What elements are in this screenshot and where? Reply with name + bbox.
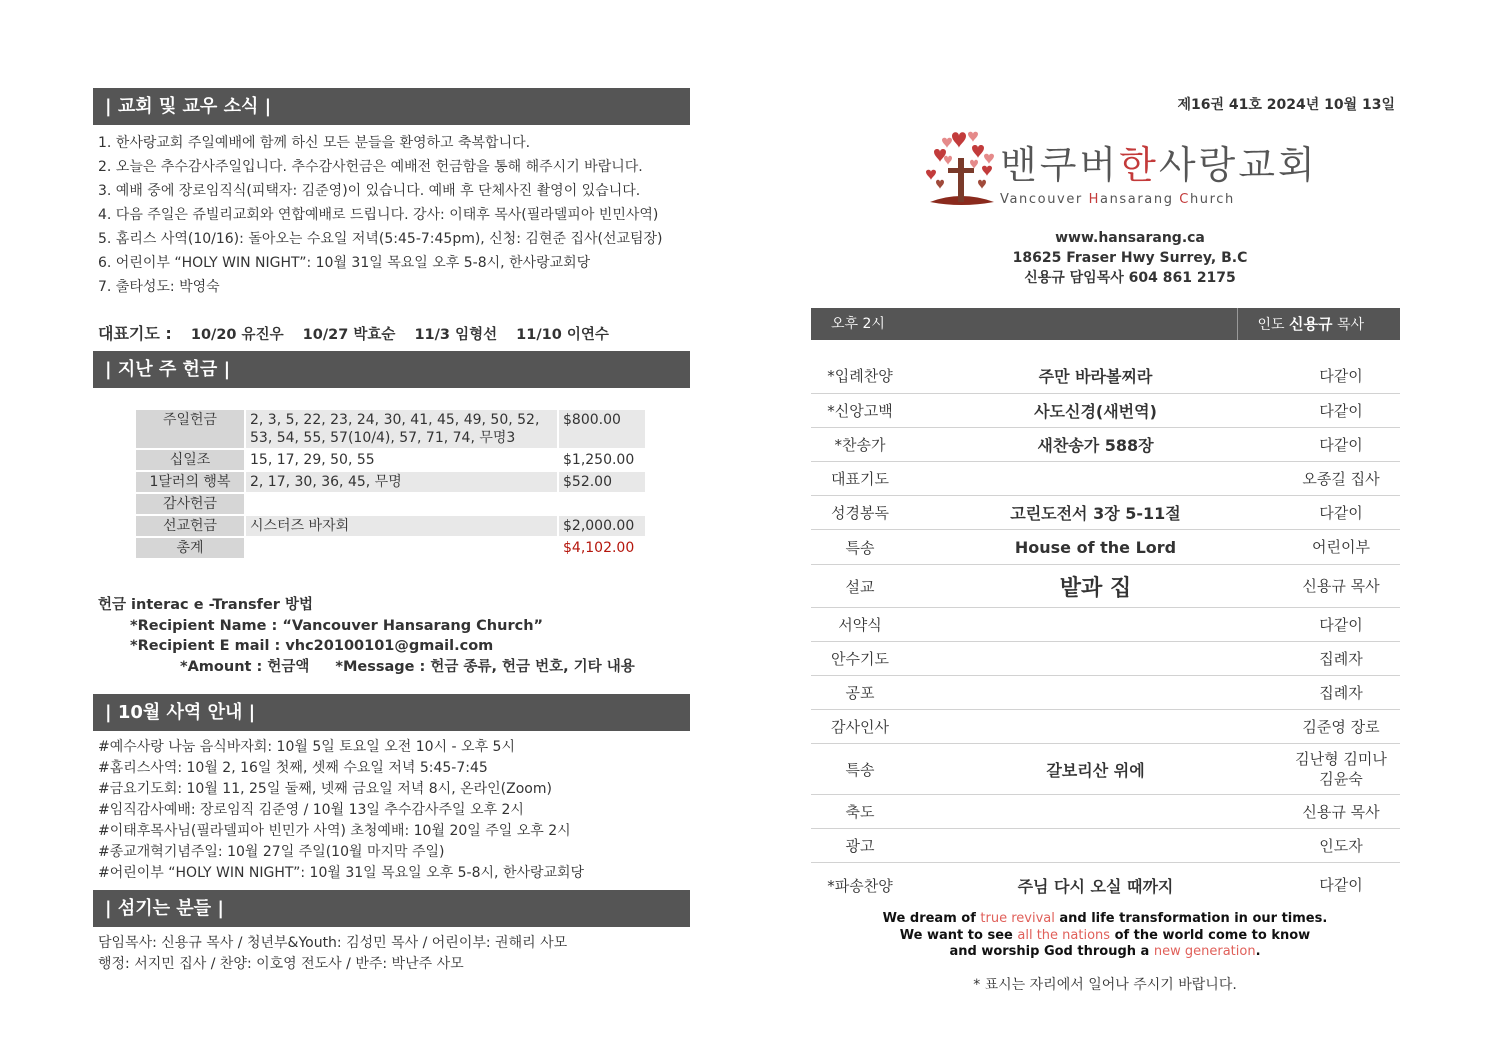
website-link[interactable]: www.hansarang.ca xyxy=(1055,230,1205,246)
order-by: 어린이부 xyxy=(1312,538,1370,556)
table-row xyxy=(136,516,645,536)
order-item: 공포 xyxy=(845,684,875,702)
order-by: 오종길 집사 xyxy=(1302,469,1380,488)
list-item: #이태후목사님(필라델피아 빈민가 사역) 초청예배: 10월 20일 주일 오후 2시 xyxy=(98,823,571,839)
logo-text-highlight: 한 xyxy=(1119,143,1159,187)
table-row xyxy=(136,410,645,448)
logo-text: 사랑교회 xyxy=(1158,143,1318,187)
table-row xyxy=(811,676,1400,710)
etransfer-details xyxy=(98,657,635,678)
prayer-item: 10/27 박효순 xyxy=(302,327,396,343)
table-row xyxy=(811,608,1400,642)
offering-name: 십일조 xyxy=(136,450,244,470)
prayer-item: 11/3 임형선 xyxy=(414,327,498,343)
list-item: #예수사랑 나눔 음식바자회: 10월 5일 토요일 오전 10시 - 오후 5시 xyxy=(98,739,515,755)
order-item: *찬송가 xyxy=(834,436,886,454)
worship-header-bar xyxy=(811,308,1400,340)
order-by: 집례자 xyxy=(1319,683,1363,702)
logo-text-highlight: H xyxy=(1088,192,1100,207)
motto-highlight: all the nations xyxy=(1017,927,1111,943)
table-row xyxy=(811,795,1400,829)
offering-numbers xyxy=(246,494,557,514)
section-header-servers: | 섬기는 분들 | xyxy=(93,890,690,927)
etransfer-info xyxy=(98,595,635,677)
offering-name: 총계 xyxy=(136,538,244,558)
etransfer-title: 헌금 interac e -Transfer 방법 xyxy=(98,597,314,613)
offering-numbers: 15, 17, 29, 50, 55 xyxy=(246,450,557,470)
table-row xyxy=(811,710,1400,744)
table-row xyxy=(811,428,1400,462)
list-item: #임직감사예배: 장로임직 김준영 / 10월 13일 추수감사주일 오후 2시 xyxy=(98,802,524,818)
motto-text: We dream of xyxy=(882,911,981,926)
section-header-news: | 교회 및 교우 소식 | xyxy=(93,88,690,125)
offering-numbers: 2, 17, 30, 36, 45, 무명 xyxy=(246,472,557,492)
offering-name: 선교헌금 xyxy=(136,516,244,536)
worship-time: 오후 2시 xyxy=(831,316,885,332)
news-list xyxy=(98,131,663,299)
order-item: 안수기도 xyxy=(831,650,889,668)
motto-text: and worship God through a xyxy=(949,944,1154,959)
list-item: 행정: 서지민 집사 / 찬양: 이호영 전도사 / 반주: 박난주 사모 xyxy=(98,956,464,972)
motto-text: We want to see xyxy=(899,927,1018,943)
table-row xyxy=(136,538,645,558)
etransfer-recipient-email: *Recipient E mail : vhc20100101@gmail.com xyxy=(130,638,494,654)
servers-list xyxy=(98,933,567,975)
etransfer-message: *Message : 헌금 종류, 헌금 번호, 기타 내용 xyxy=(335,658,635,675)
order-by: 다같이 xyxy=(1319,615,1363,634)
table-row xyxy=(136,494,645,514)
etransfer-recipient-name: *Recipient Name : “Vancouver Hansarang Church” xyxy=(130,617,544,634)
table-row xyxy=(811,462,1400,496)
order-item: 대표기도 xyxy=(831,470,889,488)
motto-text: of the world come to know xyxy=(1110,927,1311,943)
motto-text: and life transformation in our times. xyxy=(1054,911,1328,926)
section-header-october: | 10월 사역 안내 | xyxy=(93,694,690,731)
news-item: 2. 오늘은 추수감사주일입니다. 추수감사헌금은 예배전 헌금함을 통해 해주시기 바랍니다. xyxy=(98,159,643,175)
order-content: 새찬송가 588장 xyxy=(1037,436,1154,455)
leader-name: 신용규 xyxy=(1289,315,1333,333)
order-content: 주님 다시 오실 때까지 xyxy=(1017,876,1174,896)
offering-total-amount: $4,102.00 xyxy=(563,540,635,556)
prayer-item: 11/10 이연수 xyxy=(516,327,609,343)
logo-text-highlight: C xyxy=(1179,192,1190,207)
order-item: 특송 xyxy=(845,538,875,557)
offering-name: 감사헌금 xyxy=(136,494,244,514)
news-item: 4. 다음 주일은 쥬빌리교회와 연합예배로 드립니다. 강사: 이태후 목사(필라델피아 빈민사역) xyxy=(98,207,659,223)
representative-prayer xyxy=(98,321,623,344)
order-item: 감사인사 xyxy=(831,718,889,736)
worship-leader xyxy=(1257,308,1364,341)
table-row xyxy=(811,565,1400,608)
table-row xyxy=(811,829,1400,863)
order-by: 다같이 xyxy=(1319,876,1363,894)
motto-line xyxy=(870,928,1340,945)
table-row xyxy=(811,358,1400,394)
logo-text: hurch xyxy=(1189,192,1235,207)
offering-amount xyxy=(559,494,645,514)
order-content: House of the Lord xyxy=(1014,537,1177,557)
order-of-worship xyxy=(811,358,1400,907)
section-header-offering: | 지난 주 헌금 | xyxy=(93,351,690,388)
list-item: #어린이부 “HOLY WIN NIGHT”: 10월 31일 목요일 오후 5-8시, 한사랑교회당 xyxy=(98,865,585,881)
logo-english-name xyxy=(1000,192,1235,207)
order-item: *신앙고백 xyxy=(827,402,893,420)
motto-text: . xyxy=(1255,944,1261,959)
order-item: 광고 xyxy=(845,837,875,855)
offering-amount: $800.00 xyxy=(559,410,645,448)
logo-text: 밴쿠버 xyxy=(1000,143,1120,187)
prayer-label: 대표기도 : xyxy=(98,324,172,343)
list-item: #홈리스사역: 10월 2, 16일 첫째, 셋째 수요일 저녁 5:45-7:45 xyxy=(98,760,488,776)
etransfer-amount: *Amount : 헌금액 xyxy=(180,658,310,675)
order-by: 신용규 목사 xyxy=(1302,802,1380,821)
order-item: 축도 xyxy=(845,803,875,821)
address: 18625 Fraser Hwy Surrey, B.C xyxy=(1012,250,1248,266)
order-item: 성경봉독 xyxy=(831,504,889,522)
offering-name: 주일헌금 xyxy=(136,410,244,448)
leader-suffix: 목사 xyxy=(1336,317,1364,333)
motto-highlight: new generation xyxy=(1153,944,1256,959)
october-schedule xyxy=(98,737,584,884)
order-by: 김준영 장로 xyxy=(1302,717,1380,736)
order-by: 집례자 xyxy=(1319,649,1363,668)
order-by: 다같이 xyxy=(1319,366,1363,385)
list-item: 담임목사: 신용규 목사 / 청년부&Youth: 김성민 목사 / 어린이부: 권해리 사모 xyxy=(98,935,568,951)
news-item: 7. 출타성도: 박영숙 xyxy=(98,279,220,295)
order-content: 주만 바라볼찌라 xyxy=(1038,367,1153,386)
order-item: 서약식 xyxy=(838,616,882,634)
heart-tree-icon xyxy=(922,128,1000,210)
order-item: *입례찬양 xyxy=(827,367,893,385)
offering-numbers xyxy=(246,538,557,558)
order-content: 고린도전서 3장 5-11절 xyxy=(1010,504,1181,523)
order-by: 다같이 xyxy=(1319,435,1363,454)
table-row xyxy=(136,450,645,470)
news-item: 6. 어린이부 “HOLY WIN NIGHT”: 10월 31일 목요일 오후 5-8시, 한사랑교회당 xyxy=(98,255,591,271)
logo-text: ansarang xyxy=(1100,192,1180,207)
table-row xyxy=(811,394,1400,428)
table-row xyxy=(811,496,1400,530)
performer: 김난형 김미나 xyxy=(1295,750,1387,768)
order-item: 특송 xyxy=(845,760,875,779)
standing-note: * 표시는 자리에서 일어나 주시기 바랍니다. xyxy=(973,977,1237,993)
offering-amount: $2,000.00 xyxy=(559,516,645,536)
prayer-item: 10/20 유진우 xyxy=(190,327,284,343)
offering-amount: $1,250.00 xyxy=(563,452,635,468)
table-row xyxy=(811,530,1400,565)
church-logo xyxy=(922,128,1318,208)
motto-line xyxy=(870,944,1340,961)
table-row xyxy=(811,863,1400,907)
pastor-phone: 신용규 담임목사 604 861 2175 xyxy=(1024,270,1236,286)
motto-line xyxy=(870,911,1340,928)
order-by: 다같이 xyxy=(1319,401,1363,420)
offering-numbers: 2, 3, 5, 22, 23, 24, 30, 41, 45, 49, 50, 52, 53, 54, 55, 57(10/4), 57, 71, 74, 무명3 xyxy=(246,410,557,448)
motto-highlight: true revival xyxy=(980,911,1055,926)
table-row xyxy=(811,642,1400,676)
order-by: 인도자 xyxy=(1319,836,1363,855)
news-item: 5. 홈리스 사역(10/16): 돌아오는 수요일 저녁(5:45-7:45pm), 신청: 김현준 집사(선교팀장) xyxy=(98,231,663,247)
performer: 김윤숙 xyxy=(1319,770,1363,788)
order-item: *파송찬양 xyxy=(827,876,893,895)
logo-korean-name xyxy=(1000,134,1318,189)
order-content: 갈보리산 위에 xyxy=(1046,760,1145,780)
logo-text: Vancouver xyxy=(1000,192,1089,207)
offering-name: 1달러의 행복 xyxy=(136,472,244,492)
news-item: 1. 한사랑교회 주일예배에 함께 하신 모든 분들을 환영하고 축복합니다. xyxy=(98,135,531,151)
order-item: 설교 xyxy=(845,577,875,596)
contact-info xyxy=(930,228,1330,288)
order-by: 다같이 xyxy=(1319,503,1363,522)
offering-numbers: 시스터즈 바자회 xyxy=(246,516,557,536)
news-item: 3. 예배 중에 장로임직식(피택자: 김준영)이 있습니다. 예배 후 단체사진 촬영이 있습니다. xyxy=(98,183,641,199)
table-row xyxy=(811,744,1400,795)
offering-table xyxy=(134,408,647,560)
order-by xyxy=(1282,749,1400,789)
list-item: #금요기도회: 10월 11, 25일 둘째, 넷째 금요일 저녁 8시, 온라인(Zoom) xyxy=(98,781,552,797)
offering-amount: $52.00 xyxy=(559,472,645,492)
order-by: 신용규 목사 xyxy=(1302,577,1380,595)
issue-date: 제16권 41호 2024년 10월 13일 xyxy=(1177,97,1395,113)
church-motto xyxy=(870,911,1340,961)
sermon-title: 밭과 집 xyxy=(1059,575,1132,601)
leader-prefix: 인도 xyxy=(1257,317,1285,333)
order-content: 사도신경(새번역) xyxy=(1034,402,1157,421)
list-item: #종교개혁기념주일: 10월 27일 주일(10월 마지막 주일) xyxy=(98,844,445,860)
table-row xyxy=(136,472,645,492)
